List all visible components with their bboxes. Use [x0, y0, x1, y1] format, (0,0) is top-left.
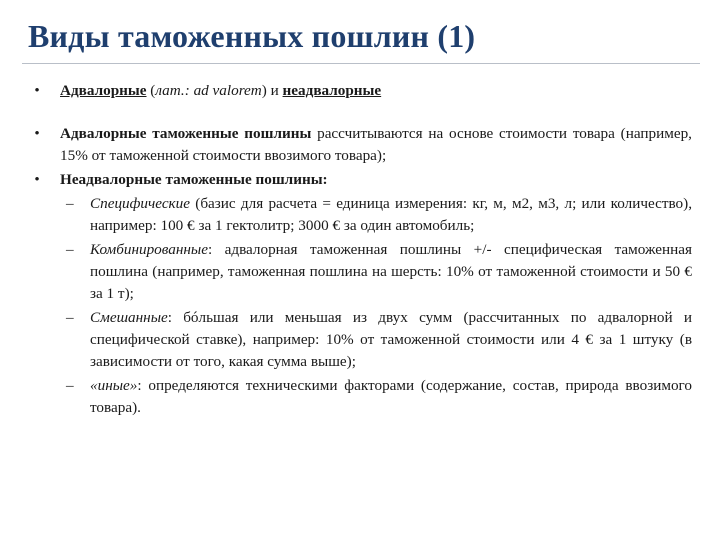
note-latin: : ad valorem — [184, 82, 262, 99]
dash-icon: – — [66, 377, 74, 394]
term-non-advalorem: неадвалорные — [282, 82, 382, 99]
dash-icon: – — [66, 309, 74, 326]
sub-term: «иные» — [90, 377, 138, 394]
term-advalorem: Адвалорные — [60, 82, 147, 99]
sub-text: (базис для расчета = единица измерения: кг, м, м2, м3, л; или количество), например: 100 € за 1 гектолитр; 3000 € за один автомобиль; — [90, 195, 692, 234]
sub-text: : определяются техническими факторами (содержание, состав, природа ввозимого товара). — [90, 377, 692, 416]
bullet-icon: • — [34, 171, 40, 188]
bullet-icon: • — [34, 125, 40, 142]
sub-item-other — [30, 375, 692, 419]
note-open: ( — [146, 82, 156, 99]
bullet-item-3 — [30, 169, 692, 191]
sub-item-mixed — [30, 307, 692, 373]
title-divider — [22, 63, 700, 64]
dash-icon: – — [66, 241, 74, 258]
sub-text: : бóльшая или меньшая из двух сумм (рассчитанных по адвалорной и специфической ставке), например: 10% от таможенной стоимости или 4 € за 1 штуку (в зависимости от того, какая сумма выше); — [90, 309, 692, 370]
sub-text: : адвалорная таможенная пошлины +/- специфическая таможенная пошлина (например, таможенная пошлина на шерсть: 10% от таможенной стоимости и 50 € за 1 т); — [90, 241, 692, 302]
bullet-item-1 — [30, 80, 692, 102]
sub-term: Смешанные — [90, 309, 168, 326]
slide-body — [30, 80, 692, 419]
note-close: ) и — [261, 82, 283, 99]
bullet-icon: • — [34, 82, 40, 99]
bullet-lead: Адвалорные таможенные пошлины — [60, 125, 312, 142]
dash-icon: – — [66, 195, 74, 212]
slide-title: Виды таможенных пошлин (1) — [28, 18, 476, 54]
sub-item-specific — [30, 193, 692, 237]
bullet-item-2 — [30, 123, 692, 167]
note-lang: лат. — [155, 82, 185, 99]
sub-term: Комбинированные — [90, 241, 208, 258]
sub-item-combined — [30, 239, 692, 305]
bullet-lead: Неадвалорные таможенные пошлины: — [60, 171, 328, 188]
bullet-text: рассчитываются на основе стоимости товара (например, 15% от таможенной стоимости ввозимого товара); — [60, 125, 692, 164]
sub-term: Специфические — [90, 195, 190, 212]
